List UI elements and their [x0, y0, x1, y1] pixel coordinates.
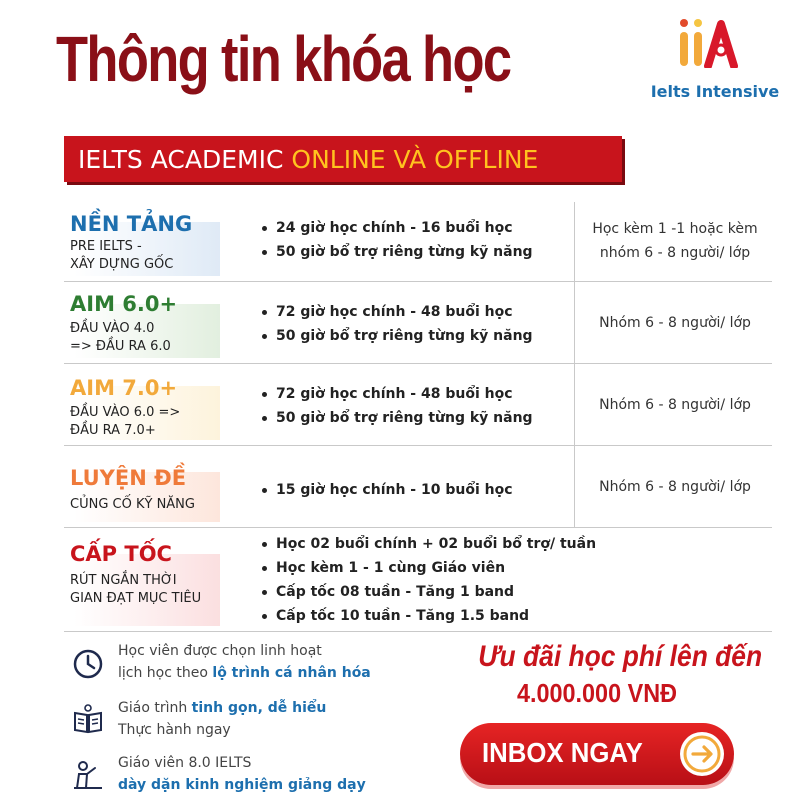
- feature-highlight: lộ trình cá nhân hóa: [212, 665, 371, 681]
- page-title: Thông tin khóa học: [56, 23, 511, 95]
- class-size-note: [578, 311, 772, 335]
- program-subtitle: [70, 404, 180, 440]
- course-detail-item: Cấp tốc 10 tuần - Tăng 1.5 band: [260, 604, 596, 628]
- course-detail-item: 50 giờ bổ trợ riêng từng kỹ năng: [260, 406, 533, 430]
- course-details-list: [260, 216, 533, 264]
- course-detail-item: 72 giờ học chính - 48 buổi học: [260, 300, 533, 324]
- class-size-line: Nhóm 6 - 8 người/ lớp: [599, 479, 751, 495]
- course-detail-item: 72 giờ học chính - 48 buổi học: [260, 382, 533, 406]
- course-type-banner: [64, 136, 622, 182]
- feature-highlight: tinh gọn, dễ hiểu: [191, 700, 327, 716]
- program-subtitle: [70, 496, 195, 514]
- logo-text: Ielts Intensive: [650, 82, 780, 101]
- brand-logo: [640, 18, 790, 108]
- banner-highlight: ONLINE VÀ OFFLINE: [291, 144, 539, 174]
- course-details-list: [260, 300, 533, 348]
- class-size-line: Nhóm 6 - 8 người/ lớp: [599, 397, 751, 413]
- teacher-icon: [72, 758, 104, 790]
- course-details-list: [260, 478, 513, 502]
- program-subtitle-line: => ĐẦU RA 6.0: [70, 339, 171, 354]
- course-detail-item: 50 giờ bổ trợ riêng từng kỹ năng: [260, 240, 533, 264]
- program-name: AIM 7.0+: [70, 376, 178, 400]
- program-subtitle-line: PRE IELTS -: [70, 239, 142, 254]
- book-icon: [72, 703, 104, 735]
- arrow-right-icon: [680, 732, 724, 776]
- program-subtitle-line: CỦNG CỐ KỸ NĂNG: [70, 497, 195, 512]
- course-row: [64, 364, 772, 446]
- class-size-line: nhóm 6 - 8 người/ lớp: [599, 245, 751, 261]
- feature-text: lịch học theo: [118, 665, 213, 681]
- promo-amount: 4.000.000 VNĐ: [516, 678, 678, 708]
- column-divider: [574, 202, 575, 282]
- course-row: [64, 446, 772, 528]
- feature-text: Học viên được chọn linh hoạt: [118, 643, 322, 659]
- course-details-list: [260, 532, 596, 628]
- row-divider: [64, 631, 772, 632]
- column-divider: [574, 282, 575, 364]
- class-size-note: [578, 475, 772, 499]
- clock-icon: [72, 648, 104, 680]
- course-detail-item: 15 giờ học chính - 10 buổi học: [260, 478, 513, 502]
- course-row: [64, 282, 772, 364]
- program-name: LUYỆN ĐỀ: [70, 466, 187, 490]
- program-subtitle: [70, 572, 201, 608]
- program-name: AIM 6.0+: [70, 292, 178, 316]
- course-row: [64, 200, 772, 282]
- class-size-line: Nhóm 6 - 8 người/ lớp: [599, 315, 751, 331]
- program-name: NỀN TẢNG: [70, 212, 193, 236]
- banner-label: IELTS ACADEMIC: [78, 144, 284, 174]
- column-divider: [574, 446, 575, 528]
- feature-text: Giáo viên 8.0 IELTS: [118, 755, 252, 771]
- program-subtitle-line: ĐẦU VÀO 4.0: [70, 321, 155, 336]
- program-subtitle-line: ĐẦU VÀO 6.0 =>: [70, 405, 181, 420]
- feature-highlight: dày dặn kinh nghiệm giảng dạy: [118, 777, 366, 793]
- program-subtitle-line: XÂY DỰNG GỐC: [70, 257, 174, 272]
- class-size-note: [578, 393, 772, 417]
- program-subtitle: [70, 238, 173, 274]
- course-row: [64, 528, 772, 632]
- cta-label: INBOX NGAY: [482, 737, 643, 768]
- inbox-now-button[interactable]: [460, 723, 734, 785]
- class-size-note: [578, 217, 772, 265]
- program-subtitle-line: RÚT NGẮN THỜI: [70, 573, 177, 588]
- class-size-line: Học kèm 1 -1 hoặc kèm: [592, 221, 758, 237]
- column-divider: [574, 364, 575, 446]
- course-detail-item: 50 giờ bổ trợ riêng từng kỹ năng: [260, 324, 533, 348]
- promo-headline: Ưu đãi học phí lên đến: [478, 640, 763, 673]
- course-detail-item: Cấp tốc 08 tuần - Tăng 1 band: [260, 580, 596, 604]
- program-subtitle: [70, 320, 171, 356]
- course-detail-item: Học 02 buổi chính + 02 buổi bổ trợ/ tuần: [260, 532, 596, 556]
- feature-text: Thực hành ngay: [118, 722, 231, 738]
- program-name: CẤP TỐC: [70, 542, 172, 566]
- program-subtitle-line: GIAN ĐẠT MỤC TIÊU: [70, 591, 202, 606]
- course-details-list: [260, 382, 533, 430]
- course-detail-item: Học kèm 1 - 1 cùng Giáo viên: [260, 556, 596, 580]
- course-detail-item: 24 giờ học chính - 16 buổi học: [260, 216, 533, 240]
- program-subtitle-line: ĐẦU RA 7.0+: [70, 423, 156, 438]
- logo-mark-icon: [678, 18, 738, 68]
- feature-text: Giáo trình: [118, 700, 192, 716]
